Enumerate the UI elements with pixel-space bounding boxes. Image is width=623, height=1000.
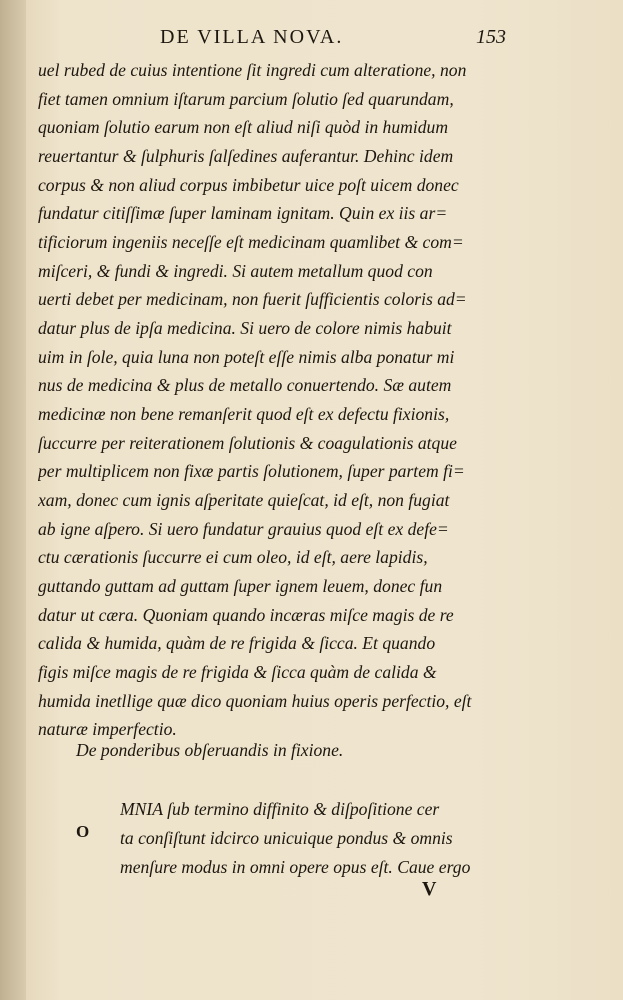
section-heading: De ponderibus obſeruandis in fixione. [76, 740, 344, 760]
signature-mark: V [422, 878, 437, 900]
text-line: ſuccurre per reiterationem ſolutionis & coagulationis atque [38, 433, 457, 453]
text-line: reuertantur & ſulphuris ſalſedines auferantur. Dehinc idem [38, 146, 454, 166]
text-line: humida inetllige quæ dico quoniam huius operis perfectio, eſt [38, 691, 472, 711]
text-line: ab igne aſpero. Si uero fundatur grauius quod eſt ex defe= [38, 519, 449, 539]
text-line: corpus & non aliud corpus imbibetur uice poſt uicem donec [38, 175, 459, 195]
text-line: uim in ſole, quia luna non poteſt eſſe nimis alba ponatur mi [38, 347, 455, 367]
text-line: medicinæ non bene remanſerit quod eſt ex defectu fixionis, [38, 404, 450, 424]
text-line: fiet tamen omnium iſtarum parcium ſolutio ſed quarundam, [38, 89, 454, 109]
text-line: ta conſiſtunt idcirco unicuique pondus & omnis [120, 828, 453, 848]
text-line: quoniam ſolutio earum non eſt aliud niſi quòd in humidum [38, 117, 449, 137]
page-gutter [0, 0, 26, 1000]
text-line: ctu cærationis ſuccurre ei cum oleo, id eſt, aere lapidis, [38, 547, 428, 567]
text-line: figis miſce magis de re frigida & ſicca quàm de calida & [38, 662, 437, 682]
text-line: MNIA ſub termino diffinito & diſpoſitione cer [120, 799, 440, 819]
text-line: uel rubed de cuius intentione ſit ingredi cum alteratione, non [38, 60, 467, 80]
drop-initial: O [76, 822, 90, 841]
text-line: datur plus de ipſa medicina. Si uero de colore nimis habuit [38, 318, 452, 338]
text-line: fundatur citiſſimæ ſuper laminam ignitam. Quin ex iis ar= [38, 203, 448, 223]
text-line: menſure modus in omni opere opus eſt. Caue ergo [120, 857, 471, 877]
text-line: nus de medicina & plus de metallo conuertendo. Sæ autem [38, 375, 452, 395]
text-line: datur ut cæra. Quoniam quando incæras miſce magis de re [38, 605, 454, 625]
page-number: 153 [476, 26, 506, 48]
text-line: tificiorum ingeniis neceſſe eſt medicinam quamlibet & com= [38, 232, 464, 252]
text-line: miſceri, & fundi & ingredi. Si autem metallum quod con [38, 261, 433, 281]
text-line: naturæ imperfectio. [38, 719, 177, 739]
text-line: calida & humida, quàm de re frigida & ſicca. Et quando [38, 633, 436, 653]
running-title: DE VILLA NOVA. [160, 26, 344, 48]
text-line: xam, donec cum ignis aſperitate quieſcat, id eſt, non fugiat [38, 490, 450, 510]
text-line: guttando guttam ad guttam ſuper ignem leuem, donec fun [38, 576, 443, 596]
text-line: per multiplicem non fixæ partis ſolutionem, ſuper partem fi= [38, 461, 465, 481]
running-header [160, 26, 520, 50]
text-line: uerti debet per medicinam, non fuerit ſufficientis coloris ad= [38, 289, 467, 309]
